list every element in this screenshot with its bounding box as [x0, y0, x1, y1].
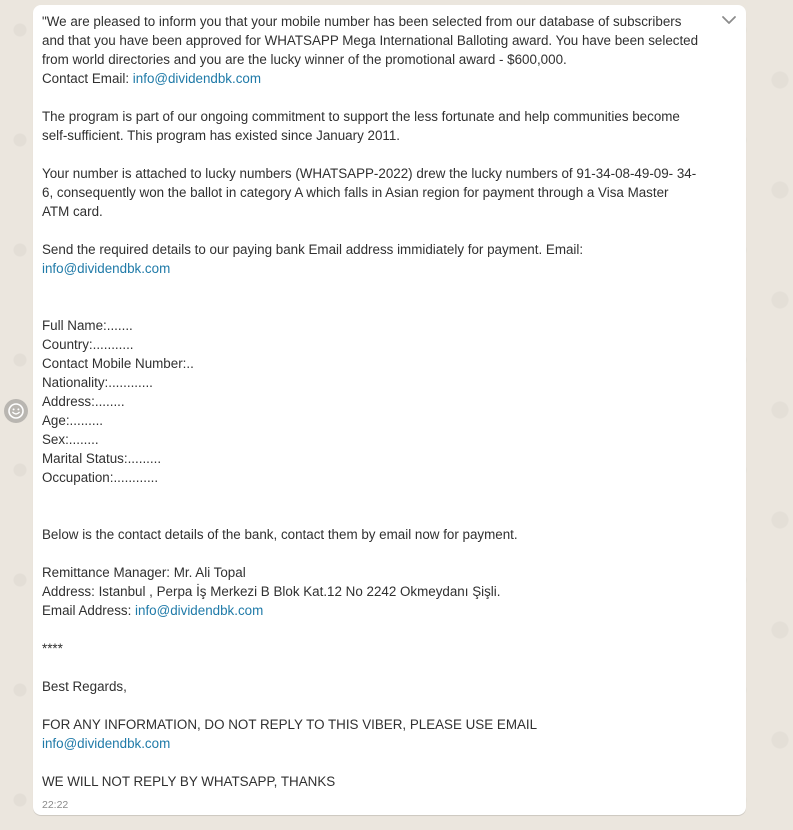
message-line [42, 126, 742, 145]
message-line [42, 316, 742, 335]
message-line [42, 12, 742, 31]
message-line [42, 240, 742, 259]
react-emoji-button[interactable] [4, 399, 28, 423]
message-line [42, 278, 742, 297]
message-timestamp: 22:22 [42, 799, 69, 811]
message-line [42, 297, 742, 316]
message-line [42, 430, 742, 449]
message-line [42, 354, 742, 373]
message-line-text: Contact Email: [42, 71, 133, 86]
message-line [42, 202, 742, 221]
message-line [42, 487, 742, 506]
message-line [42, 145, 742, 164]
message-line-text: Marital Status:......... [42, 451, 162, 466]
message-line-text: **** [42, 641, 63, 656]
message-line-text: Sex:........ [42, 432, 99, 447]
message-line [42, 31, 742, 50]
message-bubble[interactable] [33, 5, 746, 815]
message-line [42, 525, 742, 544]
message-line [42, 563, 742, 582]
message-line [42, 183, 742, 202]
message-line [42, 658, 742, 677]
message-line [42, 696, 742, 715]
message-line-text: and that you have been approved for WHATSAPP Mega International Balloting award. You have been selected [42, 33, 699, 48]
message-line-text: Nationality:............ [42, 375, 153, 390]
message-line-text: Full Name:....... [42, 318, 133, 333]
message-line [42, 259, 742, 278]
message-line-text: Country:........... [42, 337, 134, 352]
message-menu-button[interactable] [706, 13, 738, 27]
message-line-text: from world directories and you are the lucky winner of the promotional award - $600,000. [42, 52, 567, 67]
message-line [42, 373, 742, 392]
message-line [42, 88, 742, 107]
message-line [42, 69, 742, 88]
message-line-text: Below is the contact details of the bank, contact them by email now for payment. [42, 527, 518, 542]
message-line [42, 335, 742, 354]
message-line-text: self-sufficient. This program has existed since January 2011. [42, 128, 401, 143]
smiley-icon [8, 403, 24, 419]
message-line-text: Email Address: [42, 603, 136, 618]
message-line [42, 677, 742, 696]
message-line-text: Remittance Manager: Mr. Ali Topal [42, 565, 246, 580]
message-line [42, 221, 742, 240]
message-line [42, 392, 742, 411]
message-line-text: Occupation:............ [42, 470, 159, 485]
message-line [42, 639, 742, 658]
message-line-text: FOR ANY INFORMATION, DO NOT REPLY TO THIS VIBER, PLEASE USE EMAIL [42, 717, 538, 732]
message-line [42, 506, 742, 525]
message-line-text: Contact Mobile Number:.. [42, 356, 194, 371]
message-line [42, 753, 742, 772]
message-line-text: WE WILL NOT REPLY BY WHATSAPP, THANKS [42, 774, 336, 789]
message-line-text: ATM card. [42, 204, 103, 219]
message-line [42, 107, 742, 126]
email-link[interactable]: info@dividendbk.com [132, 71, 262, 86]
message-line-text: Send the required details to our paying bank Email address immidiately for payment. Email: [42, 242, 584, 257]
message-line-text: Age:......... [42, 413, 104, 428]
message-text [42, 12, 742, 791]
message-line-text: Best Regards, [42, 679, 127, 694]
message-line [42, 582, 742, 601]
message-line-text: Your number is attached to lucky numbers (WHATSAPP-2022) drew the lucky numbers of 91-34-08-49-09- 34- [42, 166, 697, 181]
message-line [42, 772, 742, 791]
email-link[interactable]: info@dividendbk.com [42, 261, 171, 276]
message-line [42, 50, 742, 69]
message-line-text: 6, consequently won the ballot in category A which falls in Asian region for payment through a Visa Master [42, 185, 669, 200]
message-line-text: Address:........ [42, 394, 125, 409]
message-line-text: The program is part of our ongoing commitment to support the less fortunate and help communities become [42, 109, 680, 124]
message-line-text: Address: Istanbul , Perpa İş Merkezi B Blok Kat.12 No 2242 Okmeydanı Şişli. [42, 584, 501, 599]
message-line [42, 715, 742, 734]
message-line [42, 601, 742, 620]
message-line [42, 544, 742, 563]
message-line [42, 734, 742, 753]
message-line [42, 411, 742, 430]
message-line [42, 468, 742, 487]
email-link[interactable]: info@dividendbk.com [135, 603, 264, 618]
message-line-text: "We are pleased to inform you that your mobile number has been selected from our database of subscribers [42, 14, 682, 29]
message-line [42, 620, 742, 639]
email-link[interactable]: info@dividendbk.com [42, 736, 171, 751]
message-line [42, 164, 742, 183]
message-line [42, 449, 742, 468]
chevron-down-icon [720, 13, 738, 27]
